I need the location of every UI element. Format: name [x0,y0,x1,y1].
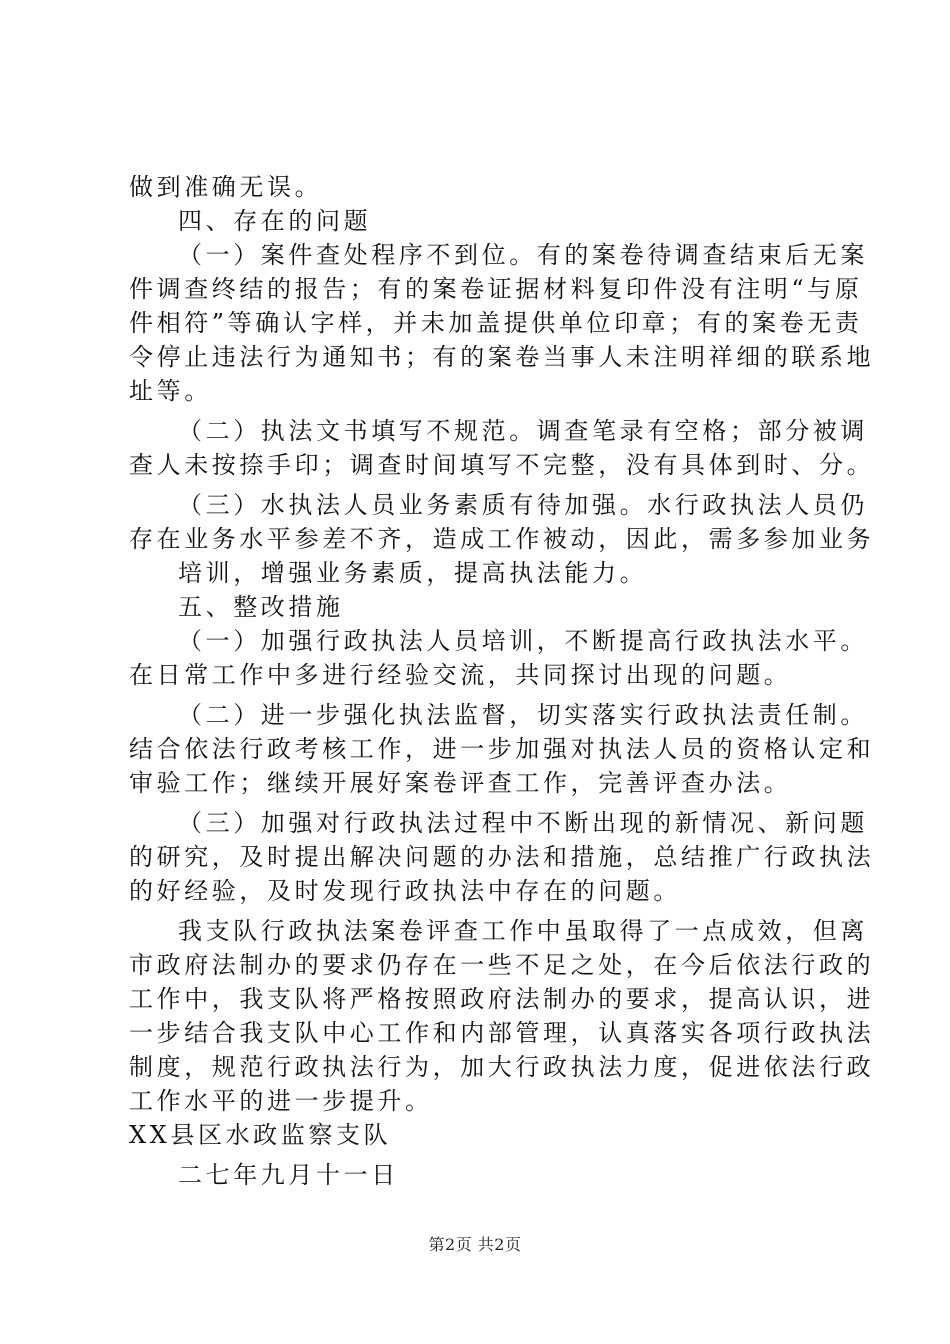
body-text-line: （三）水执法人员业务素质有待加强。水行政执法人员仍 [178,491,868,519]
signature-organization: XX县区水政监察支队 [129,1121,392,1149]
body-text-line: 件相符”等确认字样，并未加盖提供单位印章；有的案卷无责 [129,309,863,337]
body-text-line: 工作中，我支队将严格按照政府法制办的要求，提高认识，进 [129,985,875,1013]
body-text-line: 查人未按捺手印；调查时间填写不完整，没有具体到时、分。 [129,451,875,479]
body-text-line: 存在业务水平参差不齐，造成工作被动，因此，需多参加业务 [129,525,875,553]
body-text-line: （二）进一步强化执法监督，切实落实行政执法责任制。 [178,701,868,729]
body-text-line: 做到准确无误。 [129,173,323,201]
signature-date: 二七年九月十一日 [178,1161,399,1189]
page-number-footer: 第2页 共2页 [428,1235,522,1254]
body-text-line: 址等。 [129,377,212,405]
body-text-line: （一）加强行政执法人员培训，不断提高行政执法水平。 [178,627,868,655]
body-text-line: 件调查终结的报告；有的案卷证据材料复印件没有注明“与原 [129,275,863,303]
body-text-line: （三）加强对行政执法过程中不断出现的新情况、新问题 [178,809,868,837]
body-text-line: 制度，规范行政执法行为，加大行政执法力度，促进依法行政 [129,1053,875,1081]
body-text-line: 我支队行政执法案卷评查工作中虽取得了一点成效，但离 [178,917,868,945]
body-text-line: 一步结合我支队中心工作和内部管理，认真落实各项行政执法 [129,1019,875,1047]
body-text-line: 结合依法行政考核工作，进一步加强对执法人员的资格认定和 [129,735,875,763]
body-text-line: 的研究，及时提出解决问题的办法和措施，总结推广行政执法 [129,843,875,871]
body-text-line: （二）执法文书填写不规范。调查笔录有空格；部分被调 [178,417,868,445]
body-text-line: 市政府法制办的要求仍存在一些不足之处，在今后依法行政的 [129,951,875,979]
body-text-line: 审验工作；继续开展好案卷评查工作，完善评查办法。 [129,769,792,797]
section-heading: 四、存在的问题 [178,207,372,235]
body-text-line: 令停止违法行为通知书；有的案卷当事人未注明祥细的联系地 [129,343,875,371]
body-text-line: 工作水平的进一步提升。 [129,1087,433,1115]
body-text-line: 培训，增强业务素质，提高执法能力。 [178,559,648,587]
body-text-line: （一）案件查处程序不到位。有的案卷待调查结束后无案 [178,241,868,269]
section-heading: 五、整改措施 [178,593,344,621]
body-text-line: 在日常工作中多进行经验交流，共同探讨出现的问题。 [129,661,792,689]
body-text-line: 的好经验，及时发现行政执法中存在的问题。 [129,877,681,905]
